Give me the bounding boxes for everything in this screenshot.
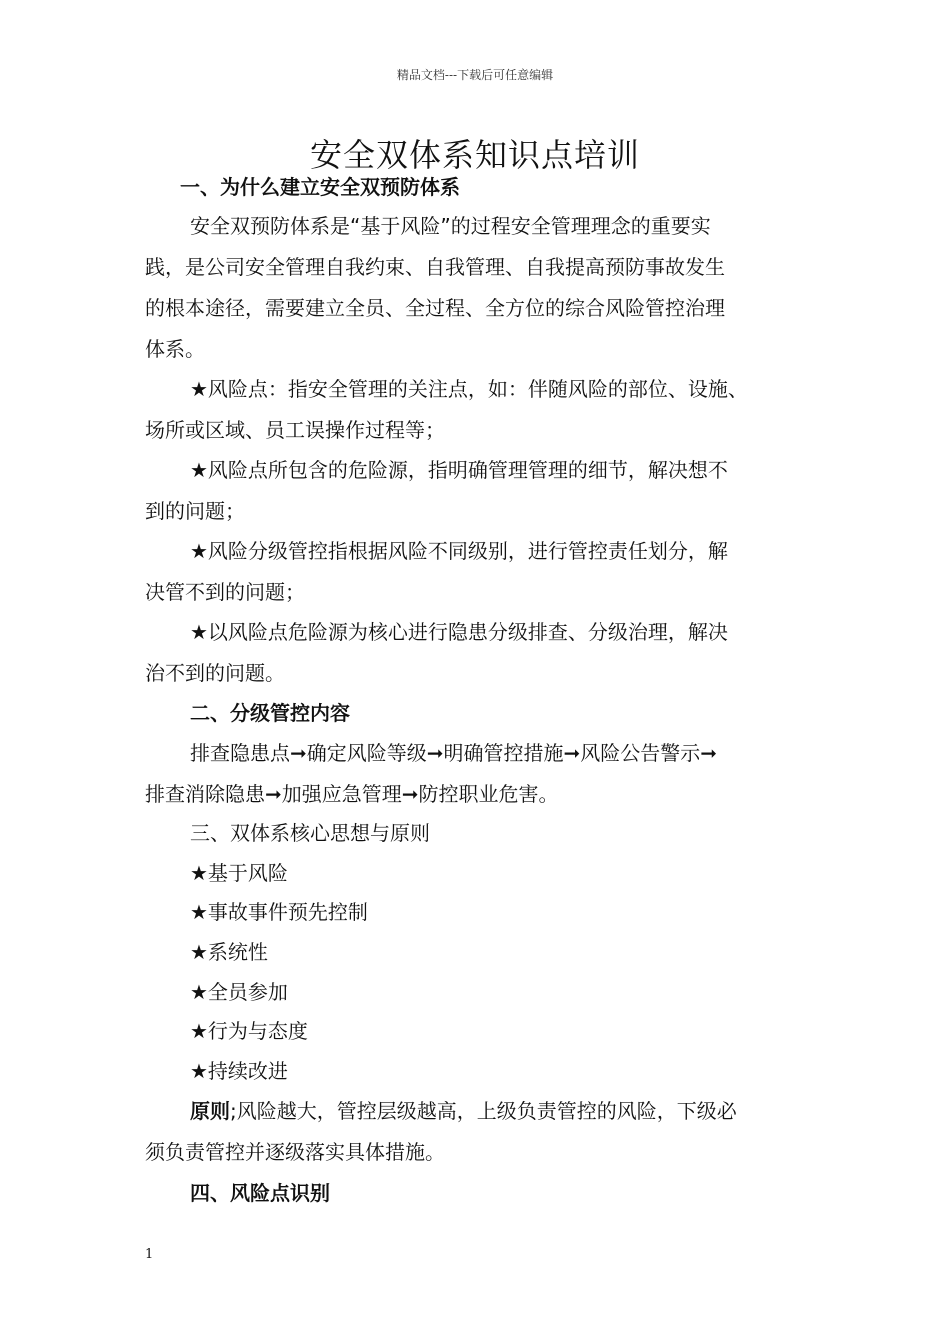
bullet-line: 决管不到的问题； [145, 580, 305, 604]
bullet-line: 治不到的问题。 [145, 661, 285, 685]
page-number: 1 [145, 1247, 154, 1262]
core-item: ★持续改进 [190, 1059, 288, 1083]
flow-line: 排查消除隐患➞加强应急管理➞防控职业危害。 [145, 782, 559, 806]
core-item: ★系统性 [190, 940, 268, 964]
core-item: ★全员参加 [190, 980, 288, 1004]
page-header: 精品文档---下载后可任意编辑 [396, 68, 554, 82]
section4-heading: 四、风险点识别 [190, 1181, 330, 1205]
section1-heading: 一、为什么建立安全双预防体系 [180, 175, 460, 199]
flow-line: 排查隐患点➞确定风险等级➞明确管控措施➞风险公告警示➞ [190, 741, 718, 765]
document-title: 安全双体系知识点培训 [309, 136, 640, 174]
principle-line: 须负责管控并逐级落实具体措施。 [145, 1140, 445, 1164]
para1-line: 安全双预防体系是“基于风险”的过程安全管理理念的重要实 [190, 214, 711, 238]
principle-text: ;风险越大，管控层级越高，上级负责管控的风险，下级必 [230, 1099, 737, 1123]
core-item: ★事故事件预先控制 [190, 900, 368, 924]
bullet-line: 到的问题； [145, 499, 245, 523]
para1-line: 践，是公司安全管理自我约束、自我管理、自我提高预防事故发生 [145, 255, 725, 279]
bullet-line: 场所或区域、员工误操作过程等； [145, 418, 445, 442]
bullet-line: ★风险点所包含的危险源，指明确管理管理的细节，解决想不 [190, 458, 728, 482]
section3-heading: 三、双体系核心思想与原则 [190, 821, 430, 845]
para1-line: 的根本途径，需要建立全员、全过程、全方位的综合风险管控治理 [145, 296, 725, 320]
principle-label: 原则 [190, 1099, 230, 1123]
para1-line: 体系。 [145, 337, 205, 361]
section2-heading: 二、分级管控内容 [190, 701, 350, 725]
bullet-line: ★风险分级管控指根据风险不同级别，进行管控责任划分，解 [190, 539, 728, 563]
core-item: ★行为与态度 [190, 1019, 308, 1043]
core-item: ★基于风险 [190, 861, 288, 885]
bullet-line: ★以风险点危险源为核心进行隐患分级排查、分级治理，解决 [190, 620, 728, 644]
principle-line [190, 1099, 737, 1123]
bullet-line: ★风险点：指安全管理的关注点，如：伴随风险的部位、设施、 [190, 377, 748, 401]
